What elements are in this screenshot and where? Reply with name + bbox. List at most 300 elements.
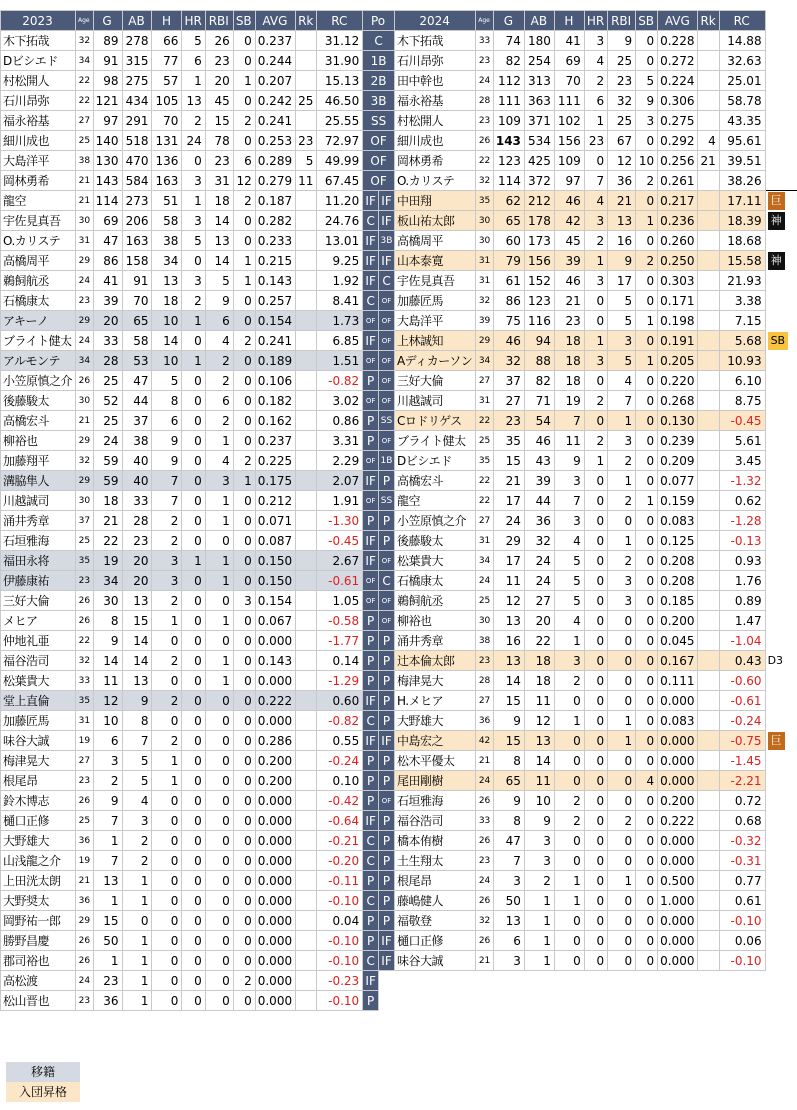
2024-age: 33 [476, 31, 494, 51]
2023-batting-average: 0.237 [255, 31, 295, 51]
2024-home-runs: 0 [584, 591, 607, 611]
2024-batting-average: 0.260 [658, 231, 698, 251]
2023-rbi: 6 [205, 311, 233, 331]
2023-age: 26 [76, 371, 94, 391]
position-2024: IF [379, 951, 395, 971]
2023-age: 27 [76, 111, 94, 131]
2024-runs-created: -0.10 [719, 911, 765, 931]
2023-hits: 1 [152, 751, 182, 771]
2024-runs-created: 5.61 [719, 431, 765, 451]
2024-rank [698, 451, 719, 471]
2023-home-runs: 0 [182, 251, 205, 271]
2023-at-bats: 2 [122, 831, 152, 851]
2023-batting-average: 0.000 [255, 931, 295, 951]
2023-runs-created: 31.12 [317, 31, 363, 51]
2023-rbi: 14 [205, 211, 233, 231]
2024-batting-average: 0.209 [658, 451, 698, 471]
2024-player-name: 涌井秀章 [394, 631, 475, 651]
2024-stolen-bases: 0 [636, 791, 658, 811]
2024-rank [698, 351, 719, 371]
2023-rbi: 5 [205, 271, 233, 291]
stats-body [1, 31, 797, 1011]
2024-age: 23 [476, 111, 494, 131]
2023-runs-created: 1.73 [317, 311, 363, 331]
2024-runs-created: 39.51 [719, 151, 765, 171]
2023-rbi: 0 [205, 691, 233, 711]
2023-hits: 5 [152, 371, 182, 391]
2024-home-runs: 0 [584, 631, 607, 651]
2024-rbi: 2 [608, 451, 636, 471]
2024-games: 15 [493, 451, 524, 471]
2024-runs-created: -0.61 [719, 691, 765, 711]
2024-stolen-bases: 0 [636, 871, 658, 891]
2024-runs-created: 0.43 [719, 651, 765, 671]
2023-hits: 0 [152, 671, 182, 691]
2023-rbi: 0 [205, 591, 233, 611]
2024-rbi: 0 [608, 751, 636, 771]
table-row [1, 451, 797, 471]
2024-games: 47 [493, 831, 524, 851]
2024-rank [698, 891, 719, 911]
2024-player-name: H.メヒア [394, 691, 475, 711]
position-2024: OF [379, 291, 395, 311]
2023-home-runs: 0 [182, 911, 205, 931]
2024-hits: 111 [554, 91, 584, 111]
2024-rank [698, 111, 719, 131]
acquisition-tag-cell [765, 831, 797, 851]
2023-stolen-bases: 2 [233, 451, 255, 471]
2024-rbi: 0 [608, 611, 636, 631]
2024-age: 28 [476, 671, 494, 691]
2024-player-name: 田中幹也 [394, 71, 475, 91]
2024-player-name: 大島洋平 [394, 311, 475, 331]
2024-runs-created: 1.76 [719, 571, 765, 591]
2023-player-name: 鈴木博志 [1, 791, 76, 811]
2024-batting-average: 0.000 [658, 951, 698, 971]
2024-stolen-bases: 0 [636, 231, 658, 251]
2024-age: 26 [476, 931, 494, 951]
2024-games: 109 [493, 111, 524, 131]
column-header: RC [719, 11, 765, 31]
2023-home-runs: 5 [182, 231, 205, 251]
2024-runs-created: -1.45 [719, 751, 765, 771]
table-row [1, 911, 797, 931]
2023-home-runs: 13 [182, 91, 205, 111]
2023-age: 23 [76, 991, 94, 1011]
2024-at-bats: 1 [524, 911, 554, 931]
table-row [1, 651, 797, 671]
2024-batting-average: 0.000 [658, 851, 698, 871]
2024-games: 32 [493, 351, 524, 371]
position-2024 [379, 971, 395, 991]
2024-player-name: 土生翔太 [394, 851, 475, 871]
table-row [1, 291, 797, 311]
position-2023: OF [363, 591, 379, 611]
position-2024: IF [379, 731, 395, 751]
2024-rank [698, 871, 719, 891]
2023-age: 26 [76, 591, 94, 611]
2024-batting-average: 0.000 [658, 931, 698, 951]
2023-batting-average: 0.150 [255, 551, 295, 571]
2023-batting-average: 0.233 [255, 231, 295, 251]
2024-runs-created: 0.89 [719, 591, 765, 611]
2023-runs-created: -0.10 [317, 991, 363, 1011]
position-2023: OF [363, 351, 379, 371]
2023-player-name: 大野奨太 [1, 891, 76, 911]
2024-stolen-bases: 1 [636, 311, 658, 331]
column-header: 2024 [394, 11, 475, 31]
2024-stolen-bases: 2 [636, 171, 658, 191]
2023-stolen-bases: 0 [233, 391, 255, 411]
2023-games: 8 [93, 611, 122, 631]
position-2024: P [379, 871, 395, 891]
2023-at-bats: 5 [122, 751, 152, 771]
empty-cell [524, 971, 554, 991]
2023-runs-created: 15.13 [317, 71, 363, 91]
acquisition-tag: 巨 [768, 732, 785, 750]
2023-age: 33 [76, 671, 94, 691]
2023-age: 32 [76, 451, 94, 471]
2023-player-name: 小笠原慎之介 [1, 371, 76, 391]
2024-batting-average: 0.185 [658, 591, 698, 611]
2024-runs-created: 58.78 [719, 91, 765, 111]
2024-runs-created: 17.11 [719, 191, 765, 211]
acquisition-tag-cell [765, 991, 797, 1011]
2024-rbi: 9 [608, 251, 636, 271]
2023-rank [296, 931, 317, 951]
2023-rbi: 4 [205, 451, 233, 471]
2023-stolen-bases: 0 [233, 891, 255, 911]
2024-rbi: 0 [608, 911, 636, 931]
2023-runs-created: 8.41 [317, 291, 363, 311]
2023-player-name: 高橋宏斗 [1, 411, 76, 431]
2023-hits: 2 [152, 651, 182, 671]
2023-age: 31 [76, 231, 94, 251]
2023-at-bats: 40 [122, 451, 152, 471]
2023-games: 39 [93, 291, 122, 311]
2024-games: 9 [493, 711, 524, 731]
2023-stolen-bases: 0 [233, 931, 255, 951]
2024-hits: 46 [554, 271, 584, 291]
acquisition-tag-cell [765, 811, 797, 831]
position-2024: OF [379, 331, 395, 351]
2024-home-runs: 0 [584, 811, 607, 831]
position-2024: P [379, 851, 395, 871]
2023-batting-average: 0.087 [255, 531, 295, 551]
2024-games: 24 [493, 511, 524, 531]
2024-rank [698, 191, 719, 211]
position-2023: OF [363, 311, 379, 331]
table-row [1, 251, 797, 271]
2024-games: 62 [493, 191, 524, 211]
2023-games: 50 [93, 931, 122, 951]
2023-at-bats: 44 [122, 391, 152, 411]
2023-runs-created: -0.23 [317, 971, 363, 991]
acquisition-tag-cell [765, 231, 797, 251]
2024-games: 114 [493, 171, 524, 191]
2023-runs-created: -0.24 [317, 751, 363, 771]
acquisition-tag-cell [765, 891, 797, 911]
2023-hits: 0 [152, 811, 182, 831]
2023-at-bats: 65 [122, 311, 152, 331]
2023-stolen-bases: 0 [233, 711, 255, 731]
2024-batting-average: 0.191 [658, 331, 698, 351]
2023-at-bats: 470 [122, 151, 152, 171]
acquisition-tag-cell [765, 471, 797, 491]
2023-batting-average: 0.000 [255, 791, 295, 811]
position-2023: P [363, 791, 379, 811]
2024-age: 25 [476, 591, 494, 611]
2023-home-runs: 1 [182, 311, 205, 331]
2023-at-bats: 518 [122, 131, 152, 151]
position-2024: OF [379, 391, 395, 411]
2023-rank [296, 491, 317, 511]
2023-games: 7 [93, 811, 122, 831]
2024-at-bats: 178 [524, 211, 554, 231]
2024-rbi: 13 [608, 211, 636, 231]
2023-age: 30 [76, 491, 94, 511]
2024-player-name: 梅津晃大 [394, 671, 475, 691]
acquisition-tag-cell [765, 331, 797, 351]
2024-games: 17 [493, 551, 524, 571]
2024-hits: 41 [554, 31, 584, 51]
position-2023: OF [363, 391, 379, 411]
2024-rbi: 1 [608, 531, 636, 551]
2024-runs-created: 0.77 [719, 871, 765, 891]
2024-at-bats: 36 [524, 511, 554, 531]
2023-rbi: 0 [205, 931, 233, 951]
2023-at-bats: 13 [122, 591, 152, 611]
2023-stolen-bases: 0 [233, 631, 255, 651]
2023-batting-average: 0.000 [255, 971, 295, 991]
2024-age: 24 [476, 571, 494, 591]
2023-age: 19 [76, 731, 94, 751]
acquisition-tag-cell [765, 911, 797, 931]
2023-hits: 18 [152, 291, 182, 311]
position-2024: P [379, 471, 395, 491]
2024-games: 9 [493, 791, 524, 811]
2024-home-runs: 3 [584, 351, 607, 371]
2023-home-runs: 0 [182, 651, 205, 671]
2023-player-name: アルモンテ [1, 351, 76, 371]
2024-runs-created: -1.32 [719, 471, 765, 491]
2024-batting-average: 0.171 [658, 291, 698, 311]
2024-rank [698, 431, 719, 451]
2023-games: 20 [93, 311, 122, 331]
position-2023: OF [363, 151, 395, 171]
2024-hits: 2 [554, 811, 584, 831]
position-2023: OF [363, 131, 395, 151]
table-row [1, 491, 797, 511]
acquisition-tag-cell [765, 411, 797, 431]
2024-games: 16 [493, 631, 524, 651]
2024-home-runs: 1 [584, 111, 607, 131]
2023-stolen-bases: 0 [233, 551, 255, 571]
2023-rbi: 0 [205, 851, 233, 871]
2024-runs-created: -2.21 [719, 771, 765, 791]
2024-batting-average: 0.236 [658, 211, 698, 231]
2023-rank [296, 451, 317, 471]
2023-hits: 10 [152, 311, 182, 331]
2024-age: 42 [476, 731, 494, 751]
2024-stolen-bases: 0 [636, 691, 658, 711]
position-2023: P [363, 611, 379, 631]
2023-rank: 23 [296, 131, 317, 151]
acquisition-tag-cell [765, 791, 797, 811]
2024-age: 26 [476, 791, 494, 811]
acquisition-tag-cell [765, 531, 797, 551]
2024-rbi: 3 [608, 431, 636, 451]
2024-age: 30 [476, 231, 494, 251]
2023-rbi: 0 [205, 771, 233, 791]
2023-rbi: 0 [205, 971, 233, 991]
2023-hits: 131 [152, 131, 182, 151]
2024-rank [698, 51, 719, 71]
2023-batting-average: 0.257 [255, 291, 295, 311]
2024-stolen-bases: 0 [636, 931, 658, 951]
acquisition-tag-cell [765, 431, 797, 451]
2023-games: 59 [93, 471, 122, 491]
2024-batting-average: 0.268 [658, 391, 698, 411]
2024-player-name: 板山祐太郎 [394, 211, 475, 231]
column-header: Rk [296, 11, 317, 31]
2024-player-name: 柳裕也 [394, 611, 475, 631]
2023-games: 13 [93, 871, 122, 891]
2023-age: 34 [76, 51, 94, 71]
2024-player-name: 松木平優太 [394, 751, 475, 771]
2023-hits: 0 [152, 951, 182, 971]
2023-runs-created: 0.55 [317, 731, 363, 751]
2024-games: 11 [493, 571, 524, 591]
2024-home-runs: 0 [584, 711, 607, 731]
position-2024: P [379, 751, 395, 771]
2024-home-runs: 0 [584, 731, 607, 751]
2024-stolen-bases: 0 [636, 811, 658, 831]
2023-games: 59 [93, 451, 122, 471]
2024-home-runs: 0 [584, 931, 607, 951]
2024-age: 22 [476, 491, 494, 511]
2024-home-runs: 0 [584, 691, 607, 711]
2023-runs-created: 25.55 [317, 111, 363, 131]
2024-age: 34 [476, 551, 494, 571]
2023-rank [296, 251, 317, 271]
table-row [1, 131, 797, 151]
2024-rbi: 0 [608, 791, 636, 811]
2024-rbi: 3 [608, 571, 636, 591]
2024-player-name: 鵜飼航丞 [394, 591, 475, 611]
column-header: RBI [205, 11, 233, 31]
2023-home-runs: 0 [182, 751, 205, 771]
2024-home-runs: 0 [584, 571, 607, 591]
2024-stolen-bases: 10 [636, 151, 658, 171]
2024-rbi: 1 [608, 471, 636, 491]
2023-stolen-bases: 0 [233, 211, 255, 231]
2024-at-bats: 3 [524, 851, 554, 871]
2024-rank [698, 791, 719, 811]
2024-player-name: 福谷浩司 [394, 811, 475, 831]
2023-batting-average: 0.143 [255, 271, 295, 291]
2024-runs-created: 0.68 [719, 811, 765, 831]
column-header: AVG [255, 11, 295, 31]
acquisition-tag-cell [765, 311, 797, 331]
2023-runs-created: 0.10 [317, 771, 363, 791]
2023-runs-created: 46.50 [317, 91, 363, 111]
2024-rbi: 3 [608, 331, 636, 351]
2023-games: 130 [93, 151, 122, 171]
2024-games: 60 [493, 231, 524, 251]
2023-rbi: 6 [205, 391, 233, 411]
2024-games: 50 [493, 891, 524, 911]
position-2024: P [379, 691, 395, 711]
2024-batting-average: 0.000 [658, 771, 698, 791]
2023-batting-average: 0.000 [255, 711, 295, 731]
2023-age: 26 [76, 791, 94, 811]
position-2023: P [363, 651, 379, 671]
2024-at-bats: 13 [524, 731, 554, 751]
2023-games: 1 [93, 951, 122, 971]
2024-age: 35 [476, 191, 494, 211]
2024-stolen-bases: 0 [636, 451, 658, 471]
2024-age: 24 [476, 771, 494, 791]
empty-cell [636, 971, 658, 991]
2023-rank [296, 471, 317, 491]
2023-player-name: 勝野昌慶 [1, 931, 76, 951]
2023-player-name: 上田洸太朗 [1, 871, 76, 891]
2023-rank [296, 671, 317, 691]
2023-games: 33 [93, 331, 122, 351]
2023-batting-average: 0.067 [255, 611, 295, 631]
table-row [1, 791, 797, 811]
acquisition-tag-cell [765, 111, 797, 131]
2023-batting-average: 0.222 [255, 691, 295, 711]
2024-player-name: 橋本侑樹 [394, 831, 475, 851]
2024-age: 31 [476, 531, 494, 551]
2023-rbi: 0 [205, 791, 233, 811]
2024-games: 15 [493, 691, 524, 711]
2024-home-runs: 0 [584, 411, 607, 431]
2024-stolen-bases: 0 [636, 831, 658, 851]
2024-at-bats: 425 [524, 151, 554, 171]
2023-games: 9 [93, 791, 122, 811]
2024-runs-created: 10.93 [719, 351, 765, 371]
2023-batting-average: 0.289 [255, 151, 295, 171]
position-2024: P [379, 671, 395, 691]
2024-stolen-bases: 0 [636, 951, 658, 971]
2024-stolen-bases: 0 [636, 731, 658, 751]
2023-player-name: ブライト健太 [1, 331, 76, 351]
2024-player-name: 中田翔 [394, 191, 475, 211]
2023-stolen-bases: 0 [233, 371, 255, 391]
table-row [1, 551, 797, 571]
2023-games: 30 [93, 591, 122, 611]
2024-home-runs: 0 [584, 311, 607, 331]
position-2023: C [363, 711, 379, 731]
2023-stolen-bases: 0 [233, 951, 255, 971]
2023-home-runs: 0 [182, 791, 205, 811]
position-2023: C [363, 831, 379, 851]
2023-rank [296, 431, 317, 451]
2024-games: 7 [493, 851, 524, 871]
acquisition-tag-cell [765, 71, 797, 91]
2023-home-runs: 3 [182, 271, 205, 291]
2024-batting-average: 0.045 [658, 631, 698, 651]
2024-batting-average: 0.217 [658, 191, 698, 211]
2023-batting-average: 0.241 [255, 111, 295, 131]
acquisition-tag-cell [765, 271, 797, 291]
2023-hits: 0 [152, 871, 182, 891]
2023-stolen-bases: 0 [233, 311, 255, 331]
2023-hits: 2 [152, 691, 182, 711]
